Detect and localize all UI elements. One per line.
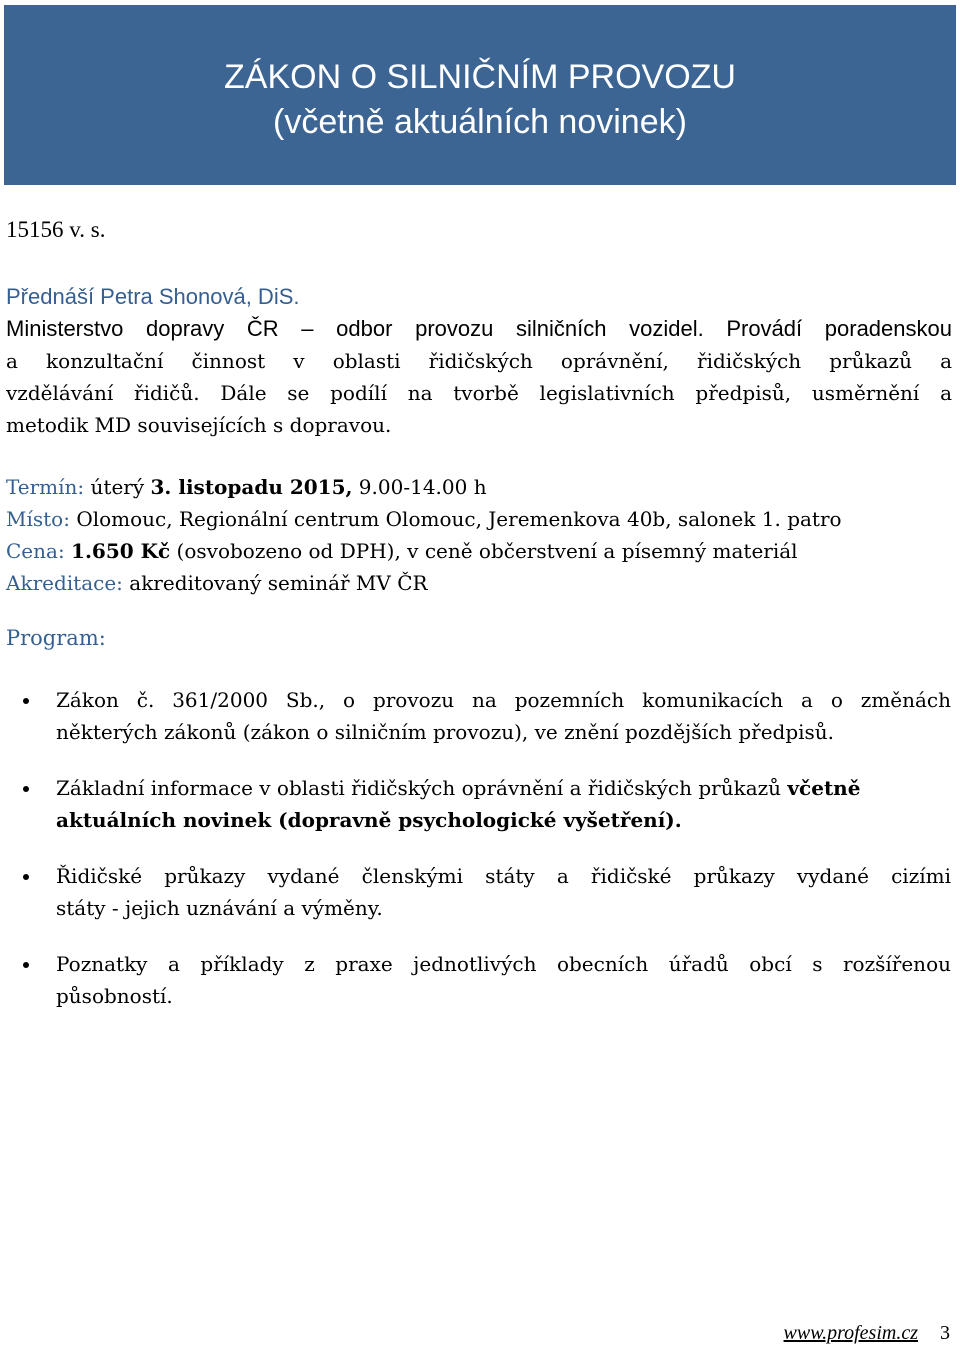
bullet-icon	[23, 786, 29, 792]
course-code: 15156 v. s.	[6, 217, 106, 242]
term-prefix: úterý	[90, 475, 151, 499]
term-time: 9.00-14.00 h	[352, 475, 487, 499]
accreditation-row	[6, 567, 952, 599]
price-row	[6, 535, 952, 567]
lecturer-bio-line: metodik MD souvisejících s dopravou.	[6, 413, 392, 437]
program-item-bold: včetně	[787, 776, 861, 800]
term-label: Termín:	[6, 475, 85, 499]
page-number: 3	[940, 1322, 950, 1344]
price-value: 1.650 Kč	[71, 539, 171, 563]
bullet-icon	[23, 874, 29, 880]
page-subtitle: (včetně aktuálních novinek)	[273, 103, 687, 141]
program-item	[56, 860, 951, 924]
accreditation-value: akreditovaný seminář MV ČR	[129, 571, 428, 595]
bullet-icon	[23, 698, 29, 704]
program-item	[56, 772, 951, 836]
place-label: Místo:	[6, 507, 70, 531]
price-note: (osvobozeno od DPH), v ceně občerstvení a písemný materiál	[170, 539, 798, 563]
program-heading: Program:	[6, 626, 106, 650]
program-item-line: státy - jejich uznávání a výměny.	[56, 896, 383, 920]
program-item-line	[56, 772, 951, 804]
program-item-line: Poznatky a příklady z praxe jednotlivých obecních úřadů obcí s rozšířenou	[56, 952, 951, 976]
page-title: ZÁKON O SILNIČNÍM PROVOZU	[224, 58, 736, 96]
program-item-line: působností.	[56, 984, 173, 1008]
term-row	[6, 471, 952, 503]
lecturer-name: Přednáší Petra Shonová, DiS.	[6, 284, 300, 309]
program-item-text: Základní informace v oblasti řidičských oprávnění a řidičských průkazů	[56, 776, 788, 800]
program-item-line: Řidičské průkazy vydané členskými státy a řidičské průkazy vydané cizími	[56, 864, 951, 888]
page-footer	[784, 1322, 950, 1345]
program-item	[56, 948, 951, 1012]
program-item-line: některých zákonů (zákon o silničním provozu), ve znění pozdějších předpisů.	[56, 720, 835, 744]
place-row	[6, 503, 952, 535]
lecturer-bio-line: Ministerstvo dopravy ČR – odbor provozu silničních vozidel. Provádí poradenskou	[6, 316, 952, 341]
title-banner	[4, 5, 956, 185]
lecturer-block	[6, 281, 952, 441]
program-item-line	[56, 804, 951, 836]
website-link[interactable]: www.profesim.cz	[783, 1322, 918, 1344]
program-item	[56, 684, 951, 748]
place-value: Olomouc, Regionální centrum Olomouc, Jeremenkova 40b, salonek 1. patro	[76, 507, 842, 531]
lecturer-bio-line: a konzultační činnost v oblasti řidičských oprávnění, řidičských průkazů a	[6, 349, 952, 373]
price-label: Cena:	[6, 539, 65, 563]
details-block	[6, 471, 952, 599]
lecturer-bio-line: vzdělávání řidičů. Dále se podílí na tvorbě legislativních předpisů, usměrnění a	[6, 381, 952, 405]
bullet-icon	[23, 962, 29, 968]
accreditation-label: Akreditace:	[6, 571, 123, 595]
program-item-bold: aktuálních novinek (dopravně psychologické vyšetření).	[56, 808, 682, 832]
term-date: 3. listopadu 2015,	[150, 475, 353, 499]
program-item-line: Zákon č. 361/2000 Sb., o provozu na pozemních komunikacích a o změnách	[56, 688, 951, 712]
